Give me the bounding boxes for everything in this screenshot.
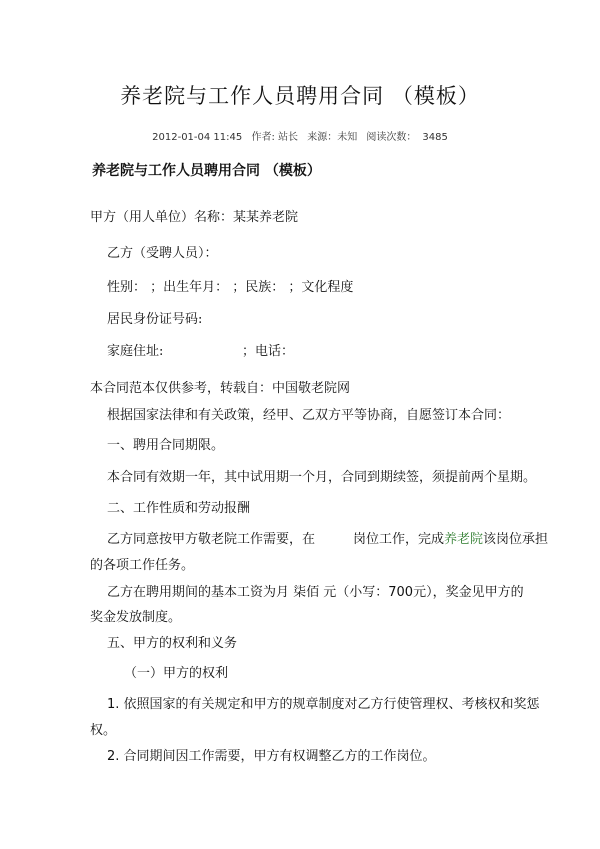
author: 作者: 站长 <box>251 132 299 143</box>
party-a-line: 甲方（用人单位）名称：某某养老院 <box>90 210 299 225</box>
list-item-2 <box>107 745 436 764</box>
salary-number: 700 <box>388 585 414 600</box>
views-label: 阅读次数： <box>366 132 417 143</box>
document-title: 养老院与工作人员聘用合同 （模板） <box>120 84 480 108</box>
intro-paragraph: 根据国家法律和有关政策，经甲、乙双方平等协商，自愿签订本合同： <box>107 408 511 423</box>
publish-date: 2012-01-04 11:45 <box>152 132 243 143</box>
list-item-1-text: 依照国家的有关规定和甲方的规章制度对乙方行使管理权、考核权和奖惩 <box>123 697 540 712</box>
source-note: 本合同范本仅供参考，转载自：中国敬老院网 <box>90 381 351 396</box>
gender-birth-line: 性别： ；出生年月： ；民族： ；文化程度 <box>107 280 354 295</box>
section-1-title: 一、聘用合同期限。 <box>107 438 225 453</box>
list-item-1-number: 1. <box>107 697 120 712</box>
list-item-2-text: 合同期间因工作需要，甲方有权调整乙方的工作岗位。 <box>123 749 436 764</box>
views-count: 3485 <box>422 132 448 143</box>
section-2-para-2-line2: 奖金发放制度。 <box>90 610 182 625</box>
section-2-para-1 <box>107 528 548 547</box>
section-2-para-2 <box>107 581 524 600</box>
section-5-title: 五、甲方的权利和义务 <box>107 636 238 651</box>
section-2-para-1-b: 岗位工作，完成 <box>353 532 445 547</box>
section-5-subtitle: （一）甲方的权利 <box>124 666 229 681</box>
section-2-para-1-a: 乙方同意按甲方敬老院工作需要，在 <box>107 532 316 547</box>
list-item-2-number: 2. <box>107 749 120 764</box>
section-2-title: 二、工作性质和劳动报酬 <box>107 501 251 516</box>
party-b-line: 乙方（受聘人员）： <box>107 246 218 261</box>
section-1-body: 本合同有效期一年，其中试用期一个月，合同到期续签，须提前两个星期。 <box>107 470 537 485</box>
nursing-home-link[interactable]: 养老院 <box>444 532 484 547</box>
source: 来源：未知 <box>307 132 358 143</box>
salary-text-a: 乙方在聘用期间的基本工资为月 柒佰 元（小写： <box>107 585 389 600</box>
article-meta <box>0 128 600 143</box>
section-2-para-1-line2: 的各项工作任务。 <box>90 558 195 573</box>
phone-label: ；电话： <box>242 344 295 359</box>
id-number-line: 居民身份证号码: <box>107 312 203 327</box>
salary-text-b: 元），奖金见甲方的 <box>413 585 524 600</box>
address-label: 家庭住址: <box>107 344 164 359</box>
contract-subtitle: 养老院与工作人员聘用合同 （模板） <box>92 163 321 179</box>
list-item-1-line2: 权。 <box>90 723 117 738</box>
list-item-1 <box>107 693 540 712</box>
section-2-para-1-c: 该岗位承担 <box>483 532 549 547</box>
